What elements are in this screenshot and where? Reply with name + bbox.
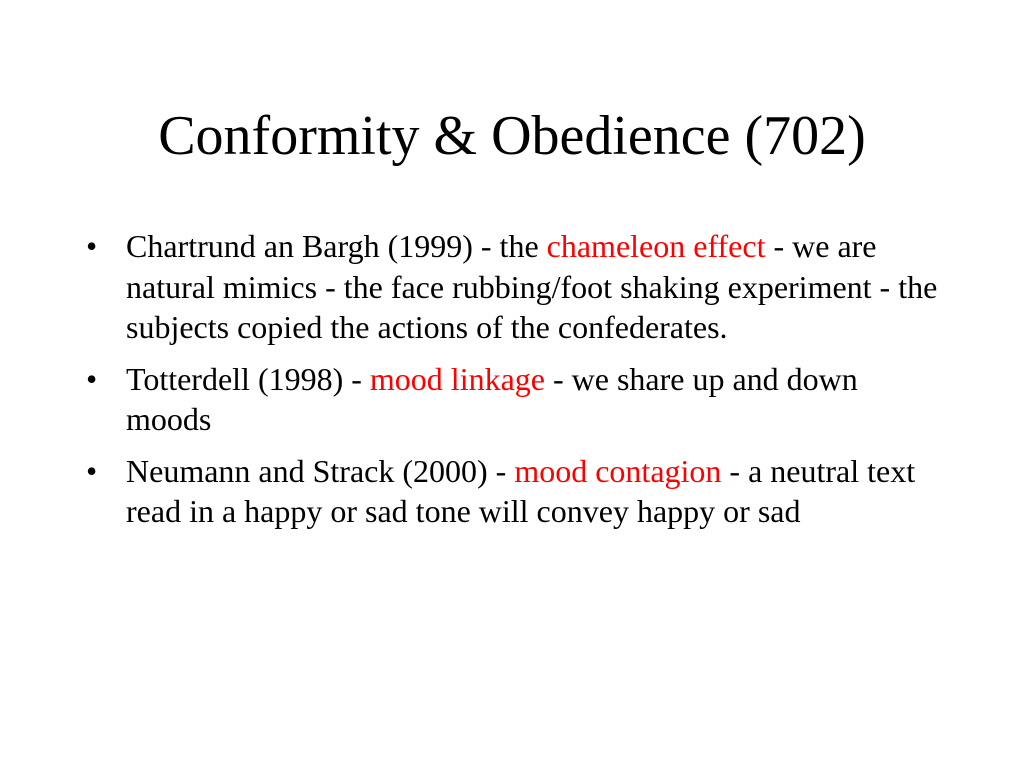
bullet-text-after: - a neutral text read in a happy or sad tone will convey happy or sad bbox=[126, 452, 916, 529]
bullet-highlight-term: mood linkage bbox=[369, 360, 545, 397]
bullet-text-before: Totterdell (1998) - bbox=[126, 360, 370, 397]
bullet-dot-icon: • bbox=[86, 360, 98, 397]
bullet-item-mood-contagion bbox=[84, 451, 944, 532]
bullet-dot-icon: • bbox=[86, 228, 98, 264]
bullet-text-after: - we are natural mimics - the face rubbing/foot shaking experiment - the subjects copied the actions of the confederates. bbox=[126, 228, 938, 345]
slide-title: Conformity & Obedience (702) bbox=[158, 105, 866, 167]
bullet-text-after: - we share up and down moods bbox=[126, 360, 858, 437]
bullet-dot-icon: • bbox=[86, 452, 98, 489]
bullet-item-chameleon-effect bbox=[84, 226, 944, 348]
bullet-text-before: Neumann and Strack (2000) - bbox=[126, 452, 515, 489]
bullet-item-mood-linkage bbox=[84, 359, 944, 440]
bullet-text-before: Chartrund an Bargh (1999) - the bbox=[126, 228, 547, 264]
bullet-list bbox=[84, 226, 944, 543]
bullet-highlight-term: mood contagion bbox=[514, 452, 722, 489]
bullet-highlight-term: chameleon effect bbox=[546, 228, 766, 264]
